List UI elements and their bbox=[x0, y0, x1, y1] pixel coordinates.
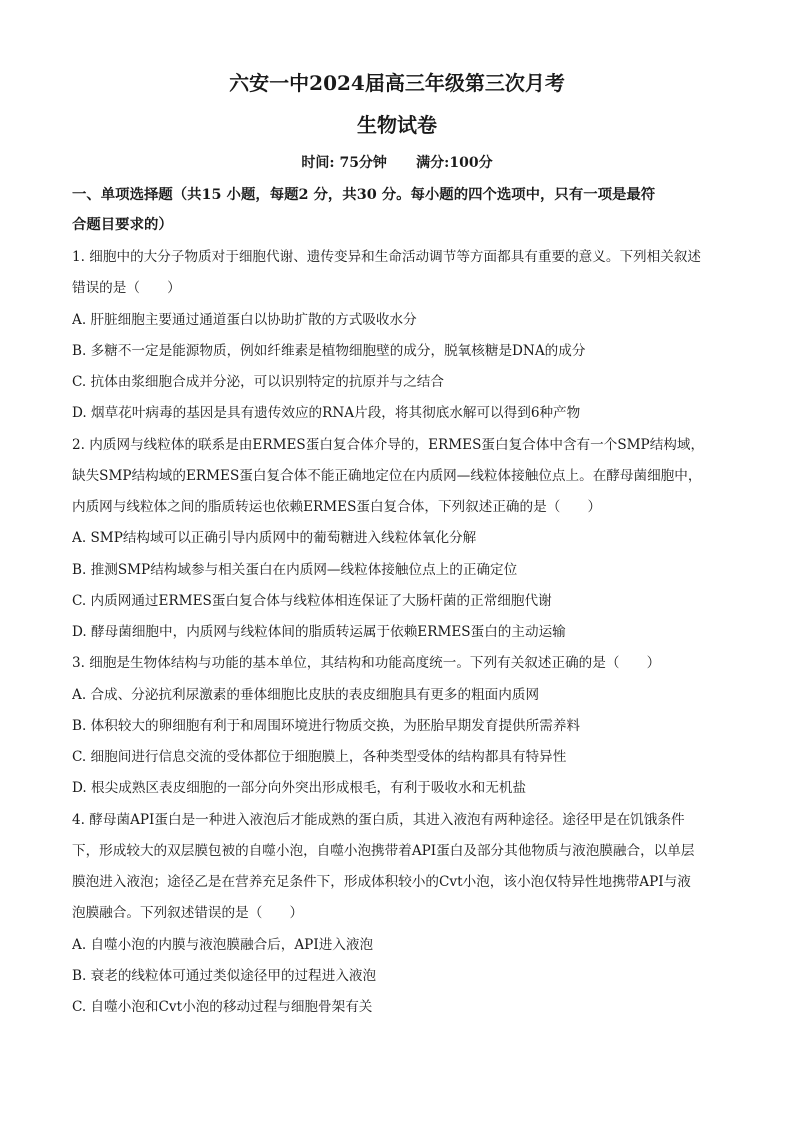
section-heading-line2: 合题目要求的） bbox=[72, 216, 173, 233]
question-1-option-b: B. 多糖不一定是能源物质，例如纤维素是植物细胞壁的成分，脱氧核糖是DNA的成分 bbox=[72, 343, 586, 359]
exam-subtitle: 生物试卷 bbox=[357, 113, 437, 137]
question-1-stem-line2: 错误的是（ ） bbox=[72, 280, 181, 296]
question-4-stem-line2: 下，形成较大的双层膜包被的自噬小泡，自噬小泡携带着API蛋白及部分其他物质与液泡膜融合，以单层 bbox=[72, 843, 695, 859]
question-3-option-b: B. 体积较大的卵细胞有利于和周围环境进行物质交换，为胚胎早期发育提供所需养料 bbox=[72, 718, 581, 734]
question-3-option-c: C. 细胞间进行信息交流的受体都位于细胞膜上，各种类型受体的结构都具有特异性 bbox=[72, 749, 567, 765]
question-4-option-c: C. 自噬小泡和Cvt小泡的移动过程与细胞骨架有关 bbox=[72, 999, 373, 1015]
question-3-option-d: D. 根尖成熟区表皮细胞的一部分向外突出形成根毛，有利于吸收水和无机盐 bbox=[72, 780, 527, 796]
section-heading-line1: 一、单项选择题（共15 小题，每题2 分，共30 分。每小题的四个选项中，只有一项是最符 bbox=[72, 186, 656, 203]
question-1-option-a: A. 肝脏细胞主要通过通道蛋白以协助扩散的方式吸收水分 bbox=[72, 312, 417, 328]
question-2-stem-line1: 2. 内质网与线粒体的联系是由ERMES蛋白复合体介导的，ERMES蛋白复合体中含有一个SMP结构域， bbox=[72, 437, 705, 453]
question-2-stem-line2: 缺失SMP结构域的ERMES蛋白复合体不能正确地定位在内质网—线粒体接触位点上。在酵母菌细胞中， bbox=[72, 468, 702, 484]
question-4-stem-line1: 4. 酵母菌API蛋白是一种进入液泡后才能成熟的蛋白质，其进入液泡有两种途径。途径甲是在饥饿条件 bbox=[72, 812, 685, 828]
question-2-option-b: B. 推测SMP结构域参与相关蛋白在内质网—线粒体接触位点上的正确定位 bbox=[72, 562, 518, 578]
question-1-option-c: C. 抗体由浆细胞合成并分泌，可以识别特定的抗原并与之结合 bbox=[72, 374, 444, 390]
question-3-option-a: A. 合成、分泌抗利尿激素的垂体细胞比皮肤的表皮细胞具有更多的粗面内质网 bbox=[72, 687, 540, 703]
question-2-option-c: C. 内质网通过ERMES蛋白复合体与线粒体相连保证了大肠杆菌的正常细胞代谢 bbox=[72, 593, 552, 609]
question-2-option-d: D. 酵母菌细胞中，内质网与线粒体间的脂质转运属于依赖ERMES蛋白的主动运输 bbox=[72, 624, 566, 640]
question-1-stem-line1: 1. 细胞中的大分子物质对于细胞代谢、遗传变异和生命活动调节等方面都具有重要的意义。下列相关叙述 bbox=[72, 249, 702, 265]
question-2-stem-line3: 内质网与线粒体之间的脂质转运也依赖ERMES蛋白复合体，下列叙述正确的是（ ） bbox=[72, 499, 602, 515]
question-4-option-a: A. 自噬小泡的内膜与液泡膜融合后，API进入液泡 bbox=[72, 937, 374, 953]
question-4-stem-line4: 泡膜融合。下列叙述错误的是（ ） bbox=[72, 905, 304, 921]
question-1-option-d: D. 烟草花叶病毒的基因是具有遗传效应的RNA片段，将其彻底水解可以得到6种产物 bbox=[72, 405, 581, 421]
question-4-stem-line3: 膜泡进入液泡；途径乙是在营养充足条件下，形成体积较小的Cvt小泡，该小泡仅特异性地携带API与液 bbox=[72, 874, 691, 890]
question-2-option-a: A. SMP结构域可以正确引导内质网中的葡萄糖进入线粒体氧化分解 bbox=[72, 530, 477, 546]
exam-title: 六安一中2024届高三年级第三次月考 bbox=[229, 71, 565, 95]
exam-time-score: 时间: 75分钟 满分:100分 bbox=[301, 155, 493, 171]
question-3-stem-line1: 3. 细胞是生物体结构与功能的基本单位，其结构和功能高度统一。下列有关叙述正确的是（ ） bbox=[72, 655, 661, 671]
question-4-option-b: B. 衰老的线粒体可通过类似途径甲的过程进入液泡 bbox=[72, 968, 377, 984]
